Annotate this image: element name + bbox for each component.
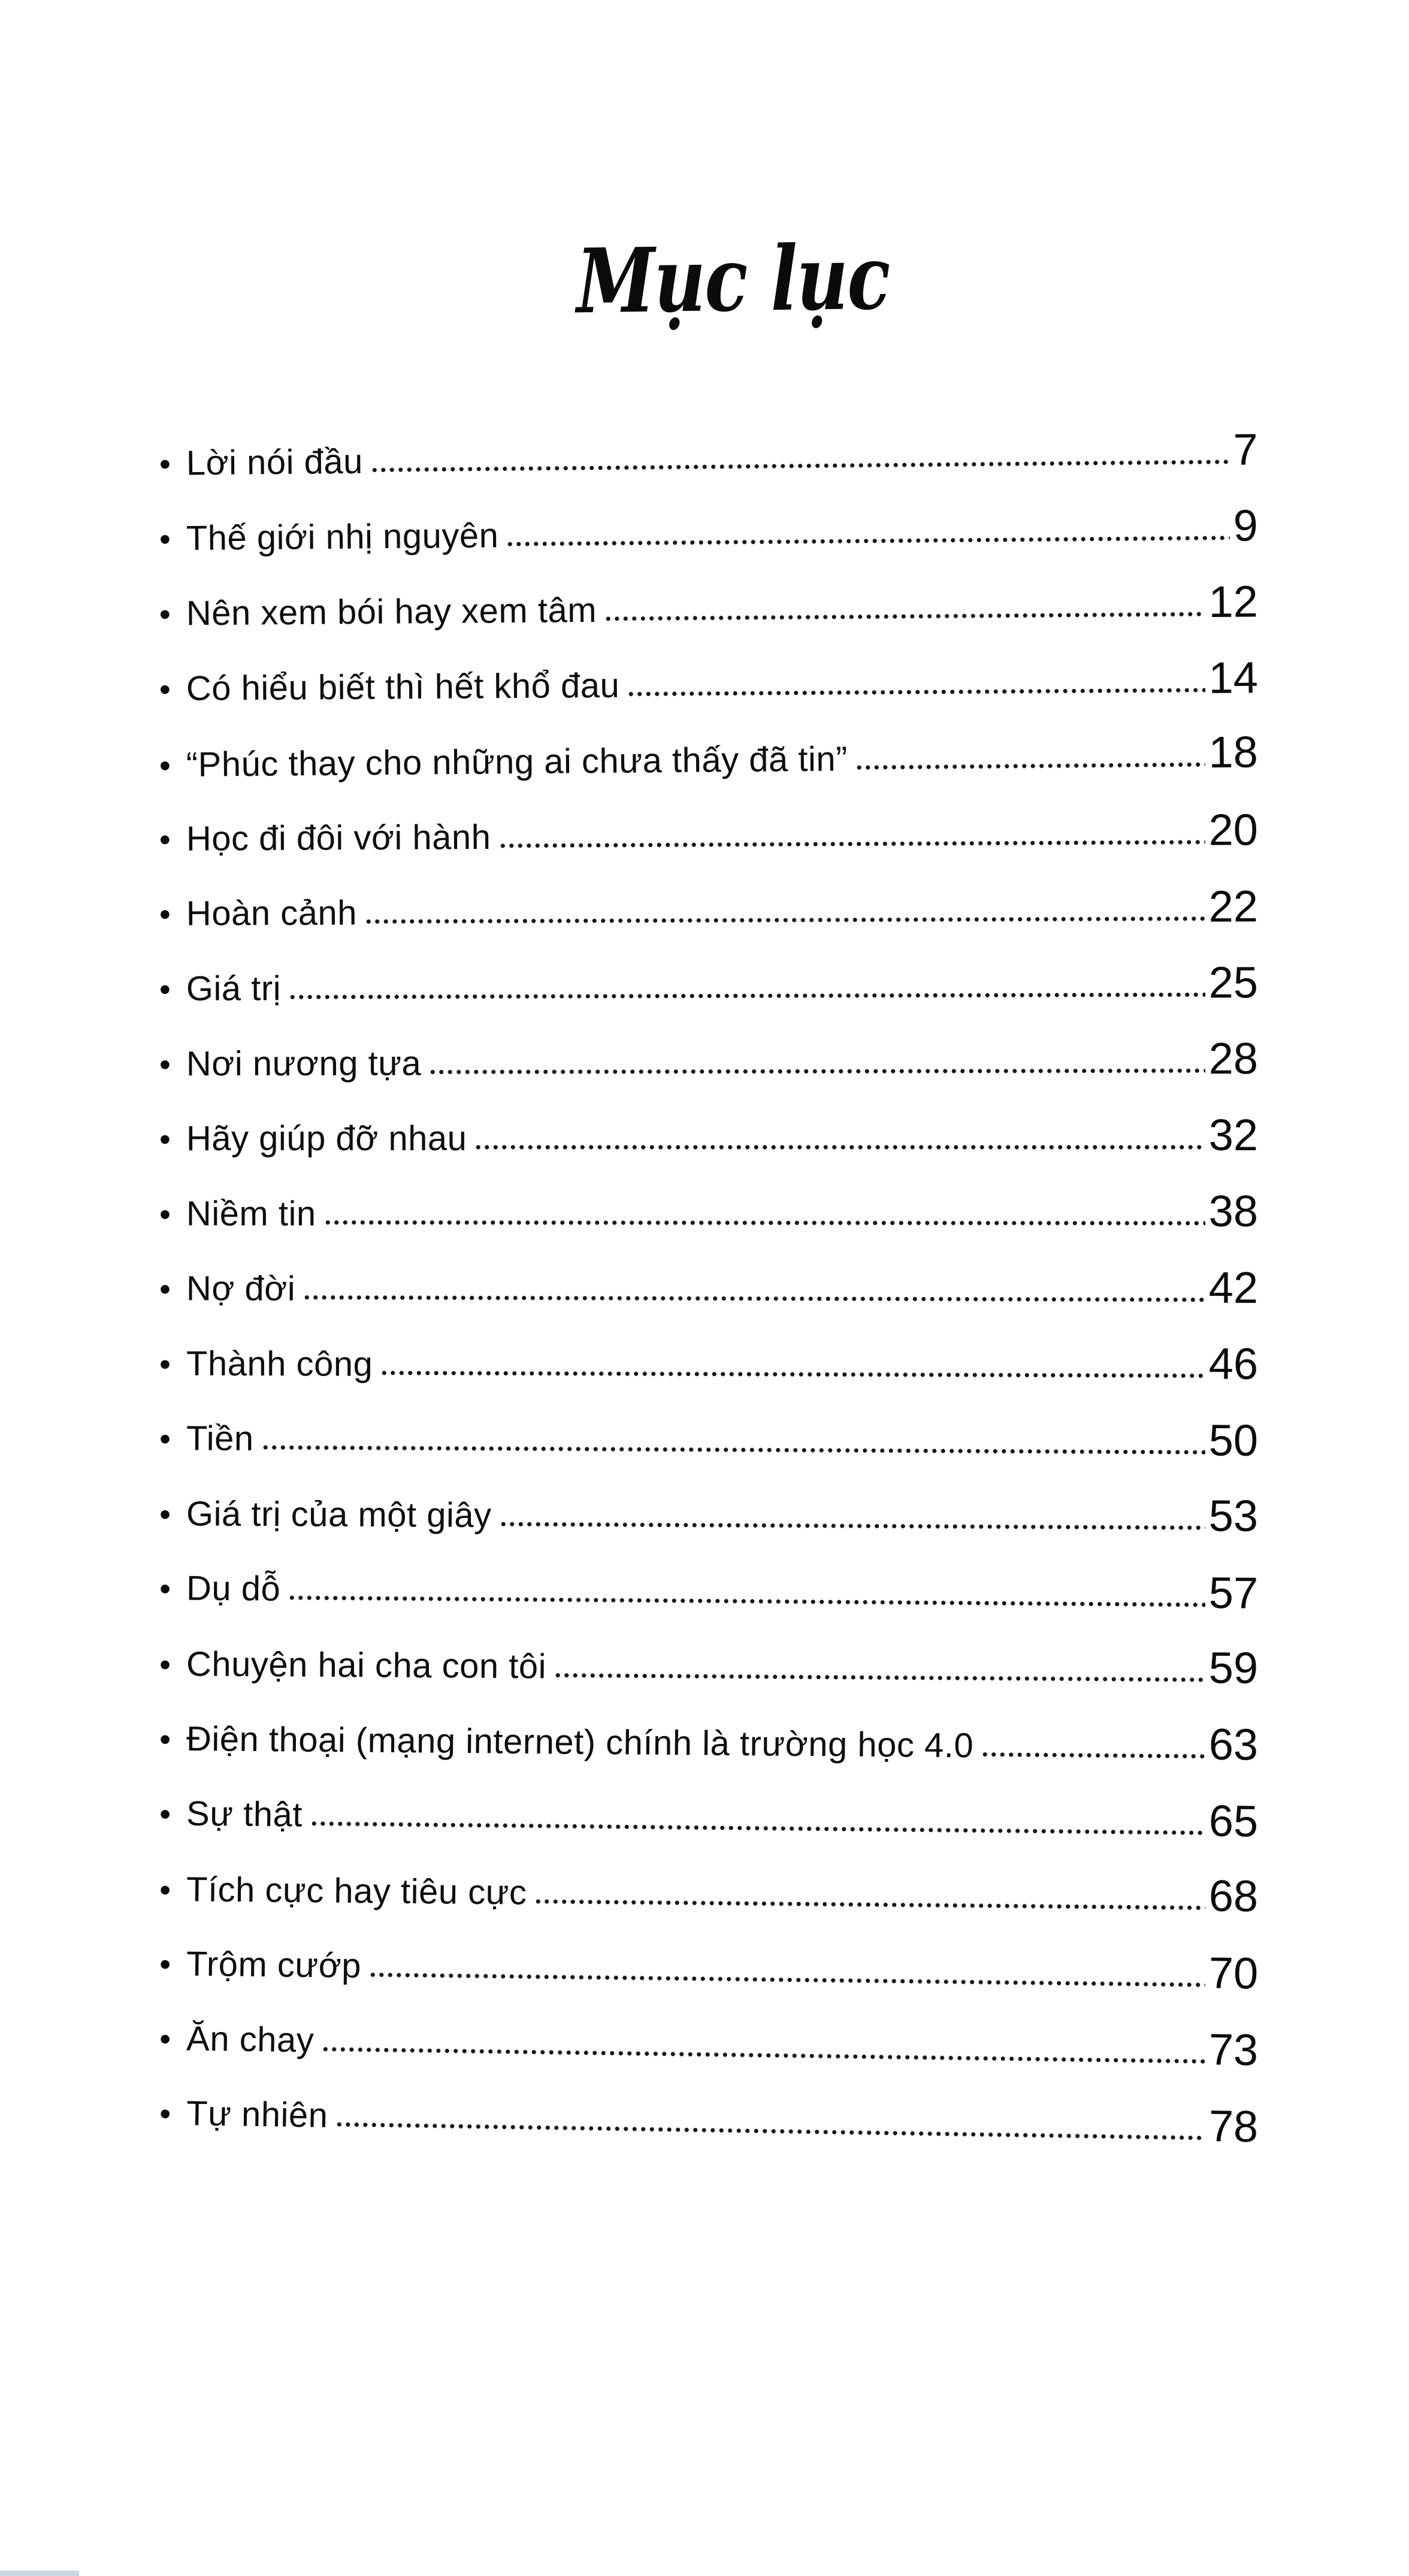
toc-item-label: Thế giới nhị nguyên <box>186 516 499 558</box>
toc-item-page: 73 <box>1208 2024 1259 2075</box>
toc-row <box>159 1184 1258 1261</box>
dot-leader <box>364 915 1205 924</box>
toc-item-label: Tự nhiên <box>186 2094 328 2135</box>
bullet-icon: • <box>159 1121 171 1157</box>
bullet-icon: • <box>159 1946 171 1983</box>
toc-item-page: 42 <box>1208 1262 1259 1313</box>
toc-item-label: Có hiểu biết thì hết khổ đau <box>186 666 620 708</box>
title-wrap <box>29 225 1409 334</box>
dot-leader <box>288 1595 1205 1608</box>
bullet-icon: • <box>159 1646 171 1683</box>
toc-item-page: 50 <box>1208 1415 1259 1465</box>
bullet-icon: • <box>159 1796 171 1833</box>
dot-leader <box>855 761 1205 770</box>
bullet-icon: • <box>159 971 171 1008</box>
dot-leader <box>981 1752 1205 1759</box>
toc-item-label: Điện thoại (mạng internet) chính là trường học 4.0 <box>186 1719 974 1765</box>
toc-row <box>159 1784 1258 1871</box>
toc-item-label: Học đi đôi với hành <box>186 817 491 858</box>
toc-row <box>159 1484 1259 1566</box>
toc-item-page: 32 <box>1208 1110 1258 1160</box>
toc-item-page: 53 <box>1208 1490 1259 1541</box>
dot-leader <box>499 1521 1205 1531</box>
toc-item-page: 28 <box>1208 1033 1259 1084</box>
toc-item-label: Trộm cướp <box>186 1944 362 1986</box>
bullet-icon: • <box>159 1871 171 1909</box>
bullet-icon: • <box>159 1571 171 1607</box>
bullet-icon: • <box>159 1721 171 1758</box>
bullet-icon: • <box>159 596 171 633</box>
scanned-book-page <box>0 225 1409 2576</box>
toc-row <box>159 1409 1259 1490</box>
toc-item-label: Giá trị <box>186 969 282 1008</box>
dot-leader <box>310 1821 1205 1836</box>
dot-leader <box>506 535 1229 548</box>
dot-leader <box>428 1068 1205 1075</box>
toc-item-label: Tiền <box>186 1419 254 1458</box>
bullet-icon: • <box>159 1346 171 1383</box>
dot-leader <box>323 1220 1205 1226</box>
toc-item-page: 63 <box>1208 1719 1259 1770</box>
toc-row <box>159 804 1259 885</box>
bullet-icon: • <box>159 748 171 784</box>
toc-item-label: Chuyện hai cha con tôi <box>186 1644 547 1686</box>
toc-item-page: 20 <box>1208 805 1259 855</box>
toc-row <box>159 1259 1258 1338</box>
dot-leader <box>261 1444 1205 1455</box>
dot-leader <box>370 459 1230 473</box>
toc-list <box>0 424 1409 2166</box>
bullet-icon: • <box>159 896 171 933</box>
toc-item-label: Dụ dỗ <box>186 1568 281 1609</box>
bullet-icon: • <box>159 1421 171 1458</box>
toc-item-page: 46 <box>1208 1338 1259 1389</box>
toc-item-page: 78 <box>1208 2100 1259 2152</box>
toc-row <box>159 1635 1259 1718</box>
toc-row <box>159 726 1258 811</box>
toc-item-label: Nơi nương tựa <box>186 1044 422 1084</box>
dot-leader <box>498 839 1205 849</box>
toc-item-page: 9 <box>1233 500 1259 551</box>
bullet-icon: • <box>159 446 171 483</box>
bullet-icon: • <box>159 1496 171 1533</box>
toc-item-page: 22 <box>1208 881 1259 932</box>
bullet-icon: • <box>159 521 171 558</box>
toc-item-page: 7 <box>1233 424 1259 474</box>
dot-leader <box>534 1898 1205 1911</box>
toc-item-label: “Phúc thay cho những ai chưa thấy đã tin” <box>186 739 848 785</box>
dot-leader <box>604 611 1205 622</box>
toc-item-label: Ăn chay <box>186 2019 315 2060</box>
toc-item-label: Hoàn cảnh <box>186 893 358 933</box>
toc-row <box>159 576 1259 660</box>
toc-item-page: 70 <box>1208 1948 1259 1998</box>
bullet-icon: • <box>159 671 171 708</box>
toc-item-label: Niềm tin <box>186 1194 316 1233</box>
bullet-icon: • <box>159 1047 171 1083</box>
dot-leader <box>474 1144 1205 1150</box>
page-title: Mục lục <box>576 225 890 334</box>
dot-leader <box>380 1370 1205 1379</box>
dot-leader <box>303 1295 1205 1303</box>
bullet-icon: • <box>159 1196 171 1233</box>
toc-item-label: Thành công <box>186 1344 373 1384</box>
toc-row <box>159 1710 1258 1795</box>
toc-row <box>159 1860 1258 1946</box>
toc-row <box>159 1033 1258 1110</box>
toc-row <box>159 881 1258 960</box>
toc-row <box>159 1109 1258 1185</box>
dot-leader <box>288 991 1205 1000</box>
toc-row <box>159 957 1258 1035</box>
bullet-icon: • <box>159 1271 171 1308</box>
dot-leader <box>627 687 1205 697</box>
toc-row <box>159 1334 1258 1413</box>
toc-row <box>159 424 1258 510</box>
toc-item-label: Sự thật <box>186 1794 303 1834</box>
toc-item-page: 14 <box>1208 652 1259 703</box>
toc-item-label: Tích cực hay tiêu cực <box>186 1870 527 1912</box>
toc-item-page: 18 <box>1208 727 1259 778</box>
toc-item-page: 57 <box>1208 1567 1259 1618</box>
toc-item-page: 65 <box>1208 1795 1259 1846</box>
toc-item-page: 25 <box>1208 957 1259 1008</box>
bullet-icon: • <box>159 2096 171 2132</box>
dot-leader <box>335 2121 1205 2141</box>
toc-item-label: Nợ đời <box>186 1269 296 1308</box>
toc-item-page: 68 <box>1208 1870 1259 1921</box>
toc-item-label: Lời nói đầu <box>186 442 364 483</box>
toc-item-label: Nên xem bói hay xem tâm <box>186 591 597 633</box>
scan-artifact <box>0 2571 79 2576</box>
bullet-icon: • <box>159 2021 171 2058</box>
dot-leader <box>321 2046 1205 2065</box>
toc-item-label: Hãy giúp đỡ nhau <box>186 1119 467 1158</box>
toc-item-page: 12 <box>1208 576 1259 627</box>
toc-item-page: 59 <box>1208 1643 1259 1693</box>
toc-row <box>159 1934 1258 2023</box>
toc-row <box>159 500 1258 585</box>
toc-row <box>159 652 1259 735</box>
toc-item-page: 38 <box>1208 1186 1259 1236</box>
bullet-icon: • <box>159 821 171 858</box>
dot-leader <box>368 1972 1205 1988</box>
dot-leader <box>554 1672 1205 1683</box>
toc-row <box>159 2084 1259 2176</box>
toc-row <box>159 1559 1259 1643</box>
toc-item-label: Giá trị của một giây <box>186 1494 492 1535</box>
